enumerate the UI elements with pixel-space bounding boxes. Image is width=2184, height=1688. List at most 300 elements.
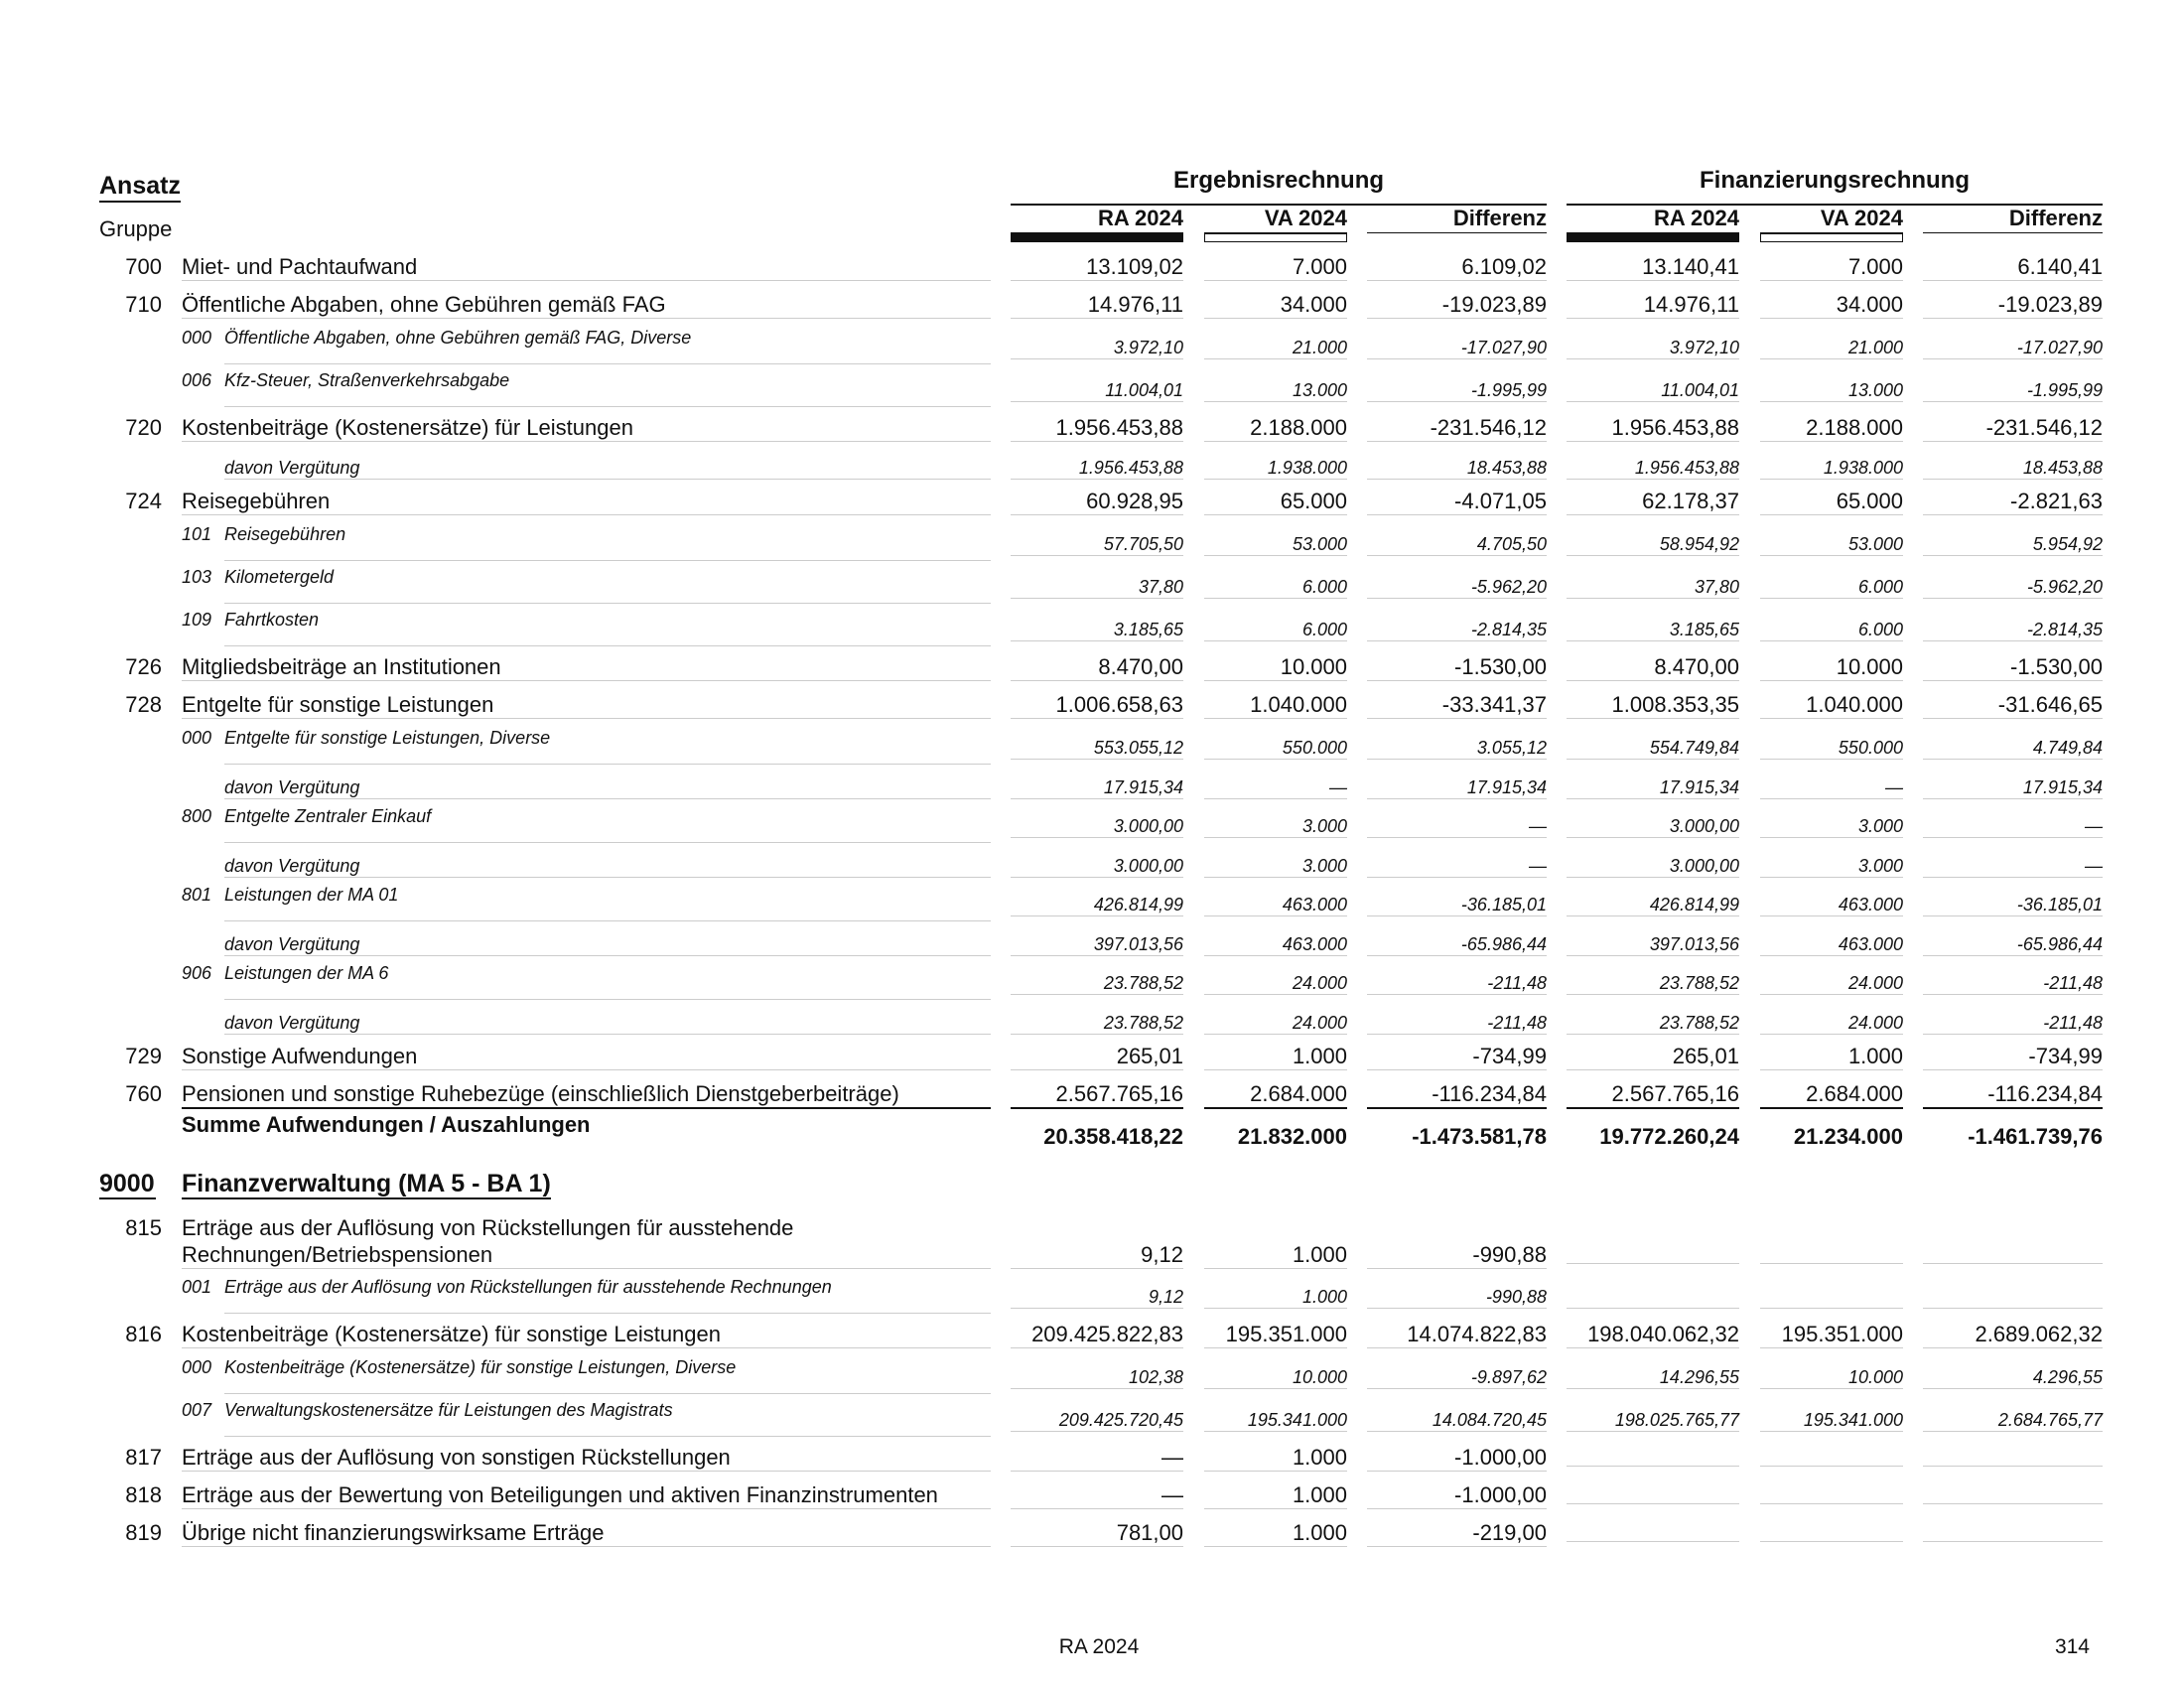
row-code: 000: [182, 1357, 212, 1377]
cell-fin-ra: 265,01: [1567, 1043, 1739, 1070]
table-row: [0, 1313, 2184, 1350]
cell-erg-va: 1.000: [1204, 1444, 1347, 1472]
row-label: davon Vergütung: [224, 457, 991, 480]
cell-erg-diff: 14.074.822,83: [1367, 1321, 1547, 1348]
row-code: 728: [125, 692, 162, 717]
row-label-wrap: [182, 1481, 991, 1509]
cell-erg-diff: -65.986,44: [1367, 933, 1547, 956]
cell-erg-diff: —: [1367, 855, 1547, 878]
sum-row: [0, 1110, 2184, 1157]
cell-fin-va: 2.684.000: [1760, 1080, 1903, 1109]
row-label: Fahrtkosten: [224, 610, 320, 630]
cell-erg-ra: 1.956.453,88: [1011, 457, 1183, 480]
cell-fin-diff: -1.995,99: [1923, 379, 2103, 402]
row-label: Öffentliche Abgaben, ohne Gebühren gemäß FAG, Diverse: [224, 328, 692, 348]
row-label-wrap: [224, 1012, 991, 1035]
cell-erg-ra: 3.000,00: [1011, 815, 1183, 838]
cell-erg-diff: -1.000,00: [1367, 1444, 1547, 1472]
row-code: 9000: [99, 1170, 155, 1197]
row-code: 800: [182, 806, 212, 826]
row-label-wrap: [182, 1170, 551, 1199]
cell-fin-va: 463.000: [1760, 894, 1903, 916]
table-row: [0, 321, 2184, 363]
cell-fin-va: 24.000: [1760, 972, 1903, 995]
table-row: [0, 480, 2184, 517]
col-head-erg-ra: RA 2024: [1011, 207, 1183, 233]
cell-erg-va: 463.000: [1204, 894, 1347, 916]
cell-fin-ra: 62.178,37: [1567, 488, 1739, 515]
cell-erg-va: 3.000: [1204, 815, 1347, 838]
cell-erg-diff: -17.027,90: [1367, 337, 1547, 359]
cell-erg-ra: 13.109,02: [1011, 253, 1183, 281]
cell-fin-va: 3.000: [1760, 815, 1903, 838]
table-row: [0, 721, 2184, 764]
cell-erg-diff: 18.453,88: [1367, 457, 1547, 480]
cell-fin-ra: 13.140,41: [1567, 253, 1739, 281]
cell-erg-diff: 4.705,50: [1367, 533, 1547, 556]
cell-erg-ra: 3.972,10: [1011, 337, 1183, 359]
cell-fin-va: 1.938.000: [1760, 457, 1903, 480]
row-label-wrap: [182, 1043, 991, 1070]
row-label: davon Vergütung: [224, 776, 991, 799]
table-row: [0, 1270, 2184, 1313]
cell-erg-ra: 397.013,56: [1011, 933, 1183, 956]
row-label: Öffentliche Abgaben, ohne Gebühren gemäß FAG: [182, 291, 991, 319]
cell-fin-va: [1760, 1444, 1903, 1467]
row-label: davon Vergütung: [224, 855, 991, 878]
cell-erg-diff: -4.071,05: [1367, 488, 1547, 515]
row-code: 007: [182, 1400, 212, 1420]
row-code: 710: [125, 292, 162, 317]
cell-erg-diff: -990,88: [1367, 1241, 1547, 1269]
cell-erg-va: 195.351.000: [1204, 1321, 1347, 1348]
cell-erg-ra: 37,80: [1011, 576, 1183, 599]
row-label: davon Vergütung: [224, 1012, 991, 1035]
cell-erg-diff: -1.530,00: [1367, 653, 1547, 681]
cell-erg-va: 34.000: [1204, 291, 1347, 319]
cell-erg-diff: -211,48: [1367, 1012, 1547, 1035]
footer-label: RA 2024: [1058, 1635, 1140, 1658]
ra-marker-bar: [1567, 233, 1739, 242]
table-row: [0, 1035, 2184, 1072]
cell-fin-ra: [1567, 1519, 1739, 1542]
cell-fin-va: 7.000: [1760, 253, 1903, 281]
cell-fin-ra: 17.915,34: [1567, 776, 1739, 799]
cell-fin-diff: -19.023,89: [1923, 291, 2103, 319]
row-label-wrap: [182, 1080, 991, 1109]
cell-erg-ra: 102,38: [1011, 1366, 1183, 1389]
table-row: [0, 363, 2184, 406]
cell-fin-ra: 14.296,55: [1567, 1366, 1739, 1389]
row-code: 816: [125, 1322, 162, 1346]
cell-erg-va: 24.000: [1204, 1012, 1347, 1035]
cell-erg-va: 6.000: [1204, 619, 1347, 641]
cell-erg-ra: —: [1011, 1481, 1183, 1509]
cell-erg-ra: 426.814,99: [1011, 894, 1183, 916]
row-label-wrap: [182, 653, 991, 681]
cell-fin-va: 53.000: [1760, 533, 1903, 556]
cell-fin-ra: [1567, 1241, 1739, 1264]
row-label-wrap: [224, 933, 991, 956]
row-code: 801: [182, 885, 212, 905]
cell-fin-ra: 3.000,00: [1567, 855, 1739, 878]
cell-erg-va: 6.000: [1204, 576, 1347, 599]
row-label: Entgelte Zentraler Einkauf: [224, 806, 432, 826]
cell-fin-va: 2.188.000: [1760, 414, 1903, 442]
cell-fin-ra: [1567, 1481, 1739, 1504]
table-row: [0, 283, 2184, 321]
cell-fin-ra: 198.025.765,77: [1567, 1409, 1739, 1432]
table-row: [0, 1350, 2184, 1393]
cell-fin-va: 195.341.000: [1760, 1409, 1903, 1432]
cell-fin-diff: -31.646,65: [1923, 691, 2103, 719]
table-row: [0, 799, 2184, 842]
row-label: Erträge aus der Auflösung von Rückstellungen für ausstehende Rechnungen: [224, 1277, 832, 1297]
row-label-wrap: [182, 291, 991, 319]
row-label-wrap: [224, 776, 991, 799]
row-code: 729: [125, 1044, 162, 1068]
row-label: Kilometergeld: [224, 567, 335, 587]
cell-erg-ra: 14.976,11: [1011, 291, 1183, 319]
cell-fin-diff: -116.234,84: [1923, 1080, 2103, 1109]
row-label-wrap: [182, 414, 991, 442]
table-row: [0, 1393, 2184, 1436]
cell-fin-va: 21.234.000: [1793, 1124, 1903, 1149]
cell-erg-ra: 2.567.765,16: [1011, 1080, 1183, 1109]
cell-erg-ra: 17.915,34: [1011, 776, 1183, 799]
row-label-wrap: [224, 523, 991, 545]
row-label: Erträge aus der Bewertung von Beteiligungen und aktiven Finanzinstrumenten: [182, 1481, 991, 1509]
cell-erg-diff: -19.023,89: [1367, 291, 1547, 319]
table-row: [0, 764, 2184, 799]
table-row: [0, 956, 2184, 999]
cell-fin-va: [1760, 1241, 1903, 1264]
row-code: 103: [182, 567, 212, 587]
row-label-wrap: [224, 805, 991, 827]
table-row: [0, 1436, 2184, 1474]
table-row: [0, 406, 2184, 444]
cell-fin-diff: [1923, 1286, 2103, 1309]
col-head-fin-va: VA 2024: [1760, 207, 1903, 233]
row-label: Kostenbeiträge (Kostenersätze) für sonstige Leistungen: [182, 1321, 991, 1348]
cell-erg-va: 1.000: [1204, 1286, 1347, 1309]
cell-fin-diff: -36.185,01: [1923, 894, 2103, 916]
cell-fin-ra: 3.185,65: [1567, 619, 1739, 641]
header-ansatz: Ansatz: [99, 172, 181, 203]
cell-fin-diff: -231.546,12: [1923, 414, 2103, 442]
cell-fin-ra: 14.976,11: [1567, 291, 1739, 319]
cell-fin-diff: —: [1923, 815, 2103, 838]
row-label-wrap: [224, 566, 991, 588]
cell-fin-ra: 1.008.353,35: [1567, 691, 1739, 719]
cell-fin-ra: 8.470,00: [1567, 653, 1739, 681]
cell-erg-va: 1.000: [1204, 1043, 1347, 1070]
row-code: 700: [125, 254, 162, 279]
cell-erg-ra: 1.956.453,88: [1011, 414, 1183, 442]
header-gruppe: Gruppe: [99, 216, 173, 241]
cell-fin-ra: 11.004,01: [1567, 379, 1739, 402]
cell-erg-diff: -5.962,20: [1367, 576, 1547, 599]
cell-erg-ra: 3.000,00: [1011, 855, 1183, 878]
cell-fin-va: 24.000: [1760, 1012, 1903, 1035]
col-head-fin-diff: Differenz: [1923, 207, 2103, 233]
row-label-wrap: [182, 253, 991, 281]
cell-erg-diff: —: [1367, 815, 1547, 838]
cell-fin-va: 65.000: [1760, 488, 1903, 515]
table-row: [0, 999, 2184, 1035]
row-label-wrap: [224, 1356, 991, 1378]
cell-fin-ra: 19.772.260,24: [1599, 1124, 1739, 1149]
cell-fin-ra: 198.040.062,32: [1567, 1321, 1739, 1348]
cell-fin-ra: 397.013,56: [1567, 933, 1739, 956]
row-label: Reisegebühren: [182, 488, 991, 515]
cell-erg-va: —: [1204, 776, 1347, 799]
cell-erg-va: 550.000: [1204, 737, 1347, 760]
row-label-wrap: [224, 1276, 991, 1298]
row-code: 000: [182, 728, 212, 748]
cell-fin-diff: -2.821,63: [1923, 488, 2103, 515]
row-label-wrap: [224, 727, 991, 749]
row-label: Reisegebühren: [224, 524, 346, 544]
row-label-wrap: [224, 884, 991, 906]
cell-fin-va: [1760, 1286, 1903, 1309]
cell-erg-ra: 8.470,00: [1011, 653, 1183, 681]
cell-erg-va: 24.000: [1204, 972, 1347, 995]
cell-fin-va: 34.000: [1760, 291, 1903, 319]
row-code: 006: [182, 370, 212, 390]
row-label-wrap: [224, 962, 991, 984]
table-row: [0, 1206, 2184, 1270]
cell-fin-diff: -211,48: [1923, 972, 2103, 995]
row-code: 819: [125, 1520, 162, 1545]
cell-fin-ra: 3.000,00: [1567, 815, 1739, 838]
cell-erg-ra: 209.425.822,83: [1011, 1321, 1183, 1348]
row-label: Erträge aus der Auflösung von sonstigen Rückstellungen: [182, 1444, 991, 1472]
cell-fin-va: —: [1760, 776, 1903, 799]
cell-erg-diff: 14.084.720,45: [1367, 1409, 1547, 1432]
cell-erg-va: 13.000: [1204, 379, 1347, 402]
cell-erg-ra: 3.185,65: [1011, 619, 1183, 641]
cell-fin-va: 10.000: [1760, 1366, 1903, 1389]
cell-fin-ra: 58.954,92: [1567, 533, 1739, 556]
table-row: [0, 1511, 2184, 1549]
cell-fin-diff: 6.140,41: [1923, 253, 2103, 281]
row-label-wrap: [182, 1214, 991, 1269]
cell-fin-diff: -2.814,35: [1923, 619, 2103, 641]
cell-fin-diff: 5.954,92: [1923, 533, 2103, 556]
cell-erg-ra: 9,12: [1011, 1286, 1183, 1309]
group-title-finanzierungsrechnung: Finanzierungsrechnung: [1699, 167, 1970, 194]
cell-erg-ra: 20.358.418,22: [1043, 1124, 1183, 1149]
cell-fin-diff: -5.962,20: [1923, 576, 2103, 599]
col-head-erg-diff: Differenz: [1367, 207, 1547, 233]
col-head-fin-ra: RA 2024: [1567, 207, 1739, 233]
cell-fin-ra: 1.956.453,88: [1567, 414, 1739, 442]
cell-erg-diff: -33.341,37: [1367, 691, 1547, 719]
table-row: [0, 603, 2184, 645]
cell-erg-diff: 3.055,12: [1367, 737, 1547, 760]
row-label: Pensionen und sonstige Ruhebezüge (einschließlich Dienstgeberbeiträge): [182, 1080, 991, 1109]
row-code: 720: [125, 415, 162, 440]
table-row: [0, 920, 2184, 956]
row-label: Mitgliedsbeiträge an Institutionen: [182, 653, 991, 681]
row-label: Sonstige Aufwendungen: [182, 1043, 991, 1070]
col-head-erg-va: VA 2024: [1204, 207, 1347, 233]
row-code: 818: [125, 1482, 162, 1507]
cell-erg-ra: —: [1011, 1444, 1183, 1472]
section-header: [0, 1157, 2184, 1206]
row-label-wrap: [224, 457, 991, 480]
cell-erg-va: 3.000: [1204, 855, 1347, 878]
row-label: Finanzverwaltung (MA 5 - BA 1): [182, 1170, 551, 1197]
table-row: [0, 245, 2184, 283]
cell-erg-va: 463.000: [1204, 933, 1347, 956]
cell-erg-ra: 781,00: [1011, 1519, 1183, 1547]
cell-fin-ra: 3.972,10: [1567, 337, 1739, 359]
cell-fin-va: 10.000: [1760, 653, 1903, 681]
cell-fin-va: 3.000: [1760, 855, 1903, 878]
row-label-wrap: [182, 1519, 991, 1547]
cell-erg-va: 2.188.000: [1204, 414, 1347, 442]
row-label: Verwaltungskostenersätze für Leistungen des Magistrats: [224, 1400, 673, 1420]
row-label: Entgelte für sonstige Leistungen: [182, 691, 991, 719]
cell-fin-va: 13.000: [1760, 379, 1903, 402]
row-label-wrap: [182, 691, 991, 719]
cell-fin-diff: -1.530,00: [1923, 653, 2103, 681]
row-code: 101: [182, 524, 212, 544]
cell-erg-ra: 60.928,95: [1011, 488, 1183, 515]
row-label: Miet- und Pachtaufwand: [182, 253, 991, 281]
cell-fin-ra: 23.788,52: [1567, 972, 1739, 995]
cell-erg-diff: -1.000,00: [1367, 1481, 1547, 1509]
cell-fin-diff: 4.749,84: [1923, 737, 2103, 760]
cell-erg-diff: -1.473.581,78: [1412, 1124, 1547, 1149]
row-label: Erträge aus der Auflösung von Rückstellungen für ausstehende Rechnungen/Betriebspensionen: [182, 1214, 991, 1269]
cell-erg-ra: 553.055,12: [1011, 737, 1183, 760]
row-label: Leistungen der MA 6: [224, 963, 389, 983]
cell-fin-va: 1.000: [1760, 1043, 1903, 1070]
cell-fin-ra: 1.956.453,88: [1567, 457, 1739, 480]
cell-fin-diff: 2.684.765,77: [1923, 1409, 2103, 1432]
cell-fin-va: 6.000: [1760, 619, 1903, 641]
table-row: [0, 645, 2184, 683]
cell-erg-diff: -990,88: [1367, 1286, 1547, 1309]
cell-erg-diff: -231.546,12: [1367, 414, 1547, 442]
row-label-wrap: [224, 855, 991, 878]
cell-erg-ra: 23.788,52: [1011, 1012, 1183, 1035]
cell-erg-ra: 209.425.720,45: [1011, 1409, 1183, 1432]
row-label-wrap: [224, 609, 991, 631]
cell-fin-va: 6.000: [1760, 576, 1903, 599]
row-label: Kostenbeiträge (Kostenersätze) für Leistungen: [182, 414, 991, 442]
row-label: Kostenbeiträge (Kostenersätze) für sonstige Leistungen, Diverse: [224, 1357, 737, 1377]
cell-fin-diff: [1923, 1481, 2103, 1504]
cell-erg-diff: -211,48: [1367, 972, 1547, 995]
row-code: 109: [182, 610, 212, 630]
cell-erg-diff: -2.814,35: [1367, 619, 1547, 641]
cell-fin-diff: -17.027,90: [1923, 337, 2103, 359]
cell-erg-diff: -36.185,01: [1367, 894, 1547, 916]
table-row: [0, 683, 2184, 721]
page-number: 314: [2054, 1635, 2090, 1658]
row-code: 000: [182, 328, 212, 348]
cell-fin-diff: 18.453,88: [1923, 457, 2103, 480]
row-code: 760: [125, 1081, 162, 1106]
cell-erg-diff: 6.109,02: [1367, 253, 1547, 281]
cell-fin-va: 550.000: [1760, 737, 1903, 760]
cell-erg-va: 21.000: [1204, 337, 1347, 359]
cell-fin-diff: -734,99: [1923, 1043, 2103, 1070]
row-code: 726: [125, 654, 162, 679]
table-row: [0, 517, 2184, 560]
cell-fin-diff: -65.986,44: [1923, 933, 2103, 956]
cell-fin-diff: —: [1923, 855, 2103, 878]
cell-erg-va: 2.684.000: [1204, 1080, 1347, 1109]
cell-fin-ra: 554.749,84: [1567, 737, 1739, 760]
cell-fin-va: [1760, 1481, 1903, 1504]
row-label-wrap: [224, 369, 991, 391]
cell-erg-va: 1.000: [1204, 1519, 1347, 1547]
row-label: Übrige nicht finanzierungswirksame Erträge: [182, 1519, 991, 1547]
cell-erg-ra: 23.788,52: [1011, 972, 1183, 995]
cell-fin-ra: 2.567.765,16: [1567, 1080, 1739, 1109]
ra-marker-bar: [1011, 233, 1183, 242]
row-label-wrap: [182, 1444, 991, 1472]
cell-fin-ra: 37,80: [1567, 576, 1739, 599]
table-row: [0, 1072, 2184, 1110]
group-title-ergebnisrechnung: Ergebnisrechnung: [1172, 167, 1385, 194]
row-label-wrap: [182, 1321, 991, 1348]
cell-erg-diff: -116.234,84: [1367, 1080, 1547, 1109]
cell-erg-ra: 265,01: [1011, 1043, 1183, 1070]
table-row: [0, 878, 2184, 920]
cell-erg-va: 65.000: [1204, 488, 1347, 515]
cell-fin-va: 463.000: [1760, 933, 1903, 956]
cell-erg-va: 1.040.000: [1204, 691, 1347, 719]
cell-fin-ra: [1567, 1444, 1739, 1467]
cell-erg-va: 1.000: [1204, 1481, 1347, 1509]
cell-erg-diff: -9.897,62: [1367, 1366, 1547, 1389]
cell-fin-ra: [1567, 1286, 1739, 1309]
cell-fin-diff: 2.689.062,32: [1923, 1321, 2103, 1348]
cell-erg-diff: -219,00: [1367, 1519, 1547, 1547]
row-label: davon Vergütung: [224, 933, 991, 956]
cell-fin-diff: 4.296,55: [1923, 1366, 2103, 1389]
table-row: [0, 560, 2184, 603]
row-code: 815: [125, 1215, 162, 1240]
cell-erg-va: 7.000: [1204, 253, 1347, 281]
cell-erg-ra: 1.006.658,63: [1011, 691, 1183, 719]
cell-erg-va: 10.000: [1204, 1366, 1347, 1389]
cell-erg-va: 1.000: [1204, 1241, 1347, 1269]
cell-fin-va: [1760, 1519, 1903, 1542]
cell-fin-va: 21.000: [1760, 337, 1903, 359]
cell-erg-va: 10.000: [1204, 653, 1347, 681]
row-label-wrap: [182, 1112, 991, 1138]
cell-fin-ra: 23.788,52: [1567, 1012, 1739, 1035]
cell-fin-diff: -211,48: [1923, 1012, 2103, 1035]
table-row: [0, 842, 2184, 878]
row-label: Kfz-Steuer, Straßenverkehrsabgabe: [224, 370, 510, 390]
cell-erg-diff: -1.995,99: [1367, 379, 1547, 402]
cell-fin-diff: [1923, 1241, 2103, 1264]
cell-fin-diff: 17.915,34: [1923, 776, 2103, 799]
row-label: Summe Aufwendungen / Auszahlungen: [182, 1112, 591, 1137]
table-row: [0, 444, 2184, 480]
cell-erg-va: 21.832.000: [1237, 1124, 1347, 1149]
row-label: Leistungen der MA 01: [224, 885, 399, 905]
cell-erg-va: 53.000: [1204, 533, 1347, 556]
